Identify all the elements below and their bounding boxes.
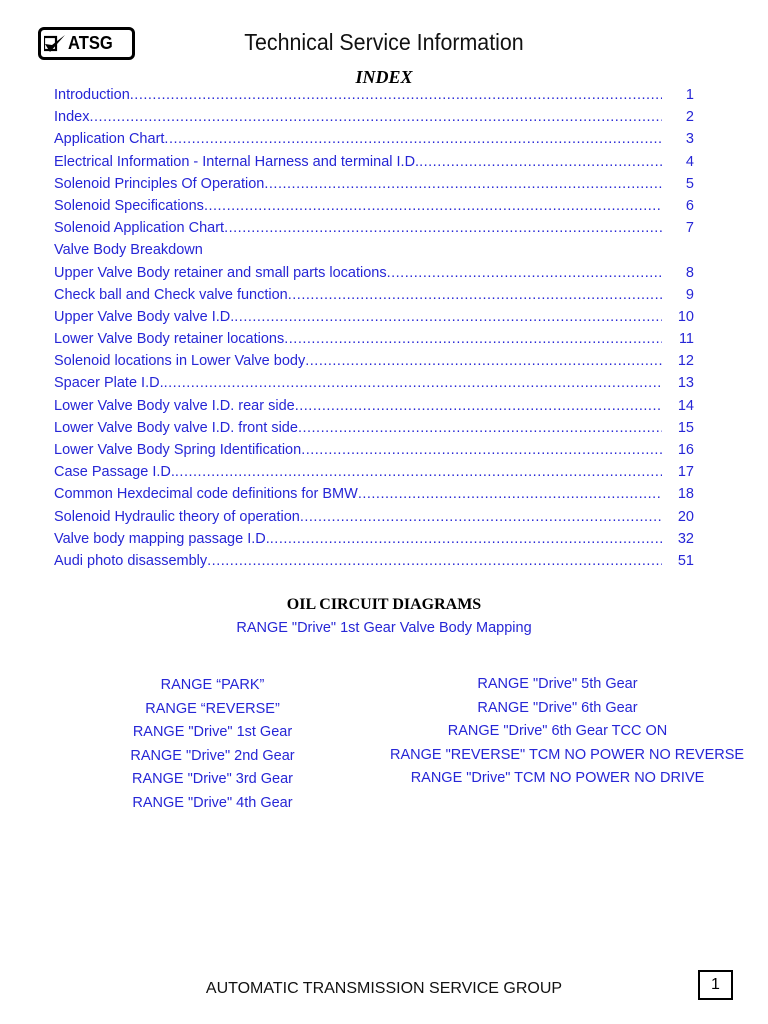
toc-leader-dots (264, 176, 662, 192)
toc-row[interactable] (54, 464, 694, 486)
toc-page-number: 13 (677, 375, 694, 392)
footer-text: AUTOMATIC TRANSMISSION SERVICE GROUP (205, 980, 563, 997)
toc-page-number: 9 (685, 286, 694, 303)
toc-leader-dots (305, 353, 662, 369)
toc-page-number: 10 (677, 308, 694, 325)
toc-leader-dots (224, 220, 662, 236)
toc-label[interactable]: Lower Valve Body retainer locations (54, 331, 285, 348)
toc-row[interactable] (54, 420, 694, 442)
toc-page-number: 12 (677, 353, 694, 370)
toc-page-number: 15 (677, 419, 694, 436)
toc-label[interactable]: Lower Valve Body Spring Identification (54, 442, 302, 458)
toc-leader-dots (298, 420, 662, 436)
toc-leader-dots (164, 375, 662, 391)
toc-label[interactable]: Case Passage I.D. (54, 464, 175, 481)
toc-leader-dots (89, 109, 662, 125)
toc-label[interactable]: Lower Valve Body valve I.D. rear side (54, 397, 295, 414)
toc-page-number: 51 (677, 552, 694, 569)
toc-label[interactable]: Solenoid locations in Lower Valve body (54, 353, 306, 370)
toc-leader-dots (234, 309, 662, 325)
toc-label[interactable]: Application Chart (54, 131, 165, 148)
toc-page-number: 20 (677, 508, 694, 525)
diagram-link[interactable]: RANGE "Drive" 6th Gear (477, 699, 638, 716)
diagram-link[interactable]: RANGE "Drive" 2nd Gear (130, 747, 295, 764)
logo-text: ATSG (68, 33, 113, 53)
toc-label[interactable]: Solenoid Specifications (54, 197, 204, 214)
toc-row[interactable] (54, 509, 694, 531)
diagram-link[interactable]: RANGE "Drive" 5th Gear (477, 676, 638, 692)
toc-label[interactable]: Lower Valve Body valve I.D. front side (54, 419, 298, 436)
toc-page-number: 18 (677, 486, 694, 503)
diagram-list-left (100, 674, 325, 815)
diagram-link[interactable]: RANGE "Drive" 3rd Gear (132, 771, 293, 787)
table-of-contents (54, 87, 694, 575)
toc-row[interactable] (54, 198, 694, 220)
toc-leader-dots (419, 154, 662, 170)
diagram-link[interactable]: RANGE “REVERSE” (145, 700, 280, 717)
toc-leader-dots (207, 553, 662, 569)
toc-leader-dots (130, 87, 662, 103)
toc-label[interactable]: Spacer Plate I.D. (54, 375, 164, 392)
toc-label[interactable]: Electrical Information - Internal Harness and terminal I.D. (54, 153, 420, 170)
toc-page-number: 2 (685, 109, 694, 126)
toc-row[interactable] (54, 531, 694, 553)
toc-leader-dots (288, 287, 662, 303)
toc-label[interactable]: Solenoid Principles Of Operation (54, 175, 265, 192)
toc-page-number: 7 (685, 220, 694, 237)
toc-page-number: 1 (685, 87, 694, 103)
toc-row[interactable] (54, 553, 694, 575)
toc-row[interactable] (54, 287, 694, 309)
toc-leader-dots (387, 265, 662, 281)
toc-leader-dots (301, 442, 662, 458)
toc-page-number: 14 (677, 397, 694, 414)
toc-leader-dots (300, 509, 662, 525)
toc-leader-dots (270, 531, 662, 547)
diagram-link[interactable]: RANGE “PARK” (160, 677, 265, 693)
page-title: Technical Service Information (244, 29, 524, 55)
toc-page-number: 16 (677, 442, 694, 458)
toc-row[interactable] (54, 353, 694, 375)
toc-leader-dots (175, 464, 662, 480)
toc-leader-dots (164, 131, 662, 147)
toc-leader-dots (295, 398, 662, 414)
toc-page-number: 17 (677, 464, 694, 481)
toc-label[interactable]: Common Hexdecimal code definitions for BMW (54, 486, 358, 503)
toc-label[interactable]: Upper Valve Body valve I.D. (54, 308, 235, 325)
toc-row[interactable] (54, 131, 694, 153)
page-number: 1 (698, 970, 733, 1000)
toc-page-number: 11 (678, 331, 694, 348)
toc-row[interactable] (54, 331, 694, 353)
toc-label[interactable]: Audi photo disassembly (54, 552, 208, 569)
index-heading: INDEX (355, 67, 413, 87)
toc-page-number: 3 (685, 131, 694, 148)
toc-row[interactable] (54, 176, 694, 198)
oil-circuit-heading: OIL CIRCUIT DIAGRAMS (286, 596, 482, 613)
diagram-link[interactable]: RANGE "Drive" 1st Gear (132, 724, 293, 740)
toc-label[interactable]: Check ball and Check valve function (54, 286, 288, 303)
toc-row[interactable] (54, 109, 694, 131)
oil-circuit-subheading[interactable]: RANGE "Drive" 1st Gear Valve Body Mapping (236, 620, 532, 636)
toc-label[interactable]: Upper Valve Body retainer and small parts locations (54, 264, 387, 281)
toc-row[interactable] (54, 154, 694, 176)
toc-row[interactable] (54, 398, 694, 420)
toc-page-number: 8 (685, 264, 694, 281)
toc-leader-dots (284, 331, 662, 347)
diagram-link[interactable]: RANGE "REVERSE" TCM NO POWER NO REVERSE (390, 746, 745, 763)
toc-leader-dots (204, 198, 662, 214)
toc-row[interactable] (54, 265, 694, 287)
toc-label[interactable]: Solenoid Hydraulic theory of operation (54, 508, 300, 525)
diagram-list-right (390, 673, 745, 791)
diagram-link[interactable]: RANGE "Drive" 4th Gear (132, 794, 293, 811)
diagram-link[interactable]: RANGE "Drive" TCM NO POWER NO DRIVE (410, 770, 705, 786)
toc-row[interactable] (54, 87, 694, 109)
toc-row[interactable] (54, 220, 694, 242)
toc-label[interactable]: Introduction (54, 87, 130, 103)
toc-leader-dots (358, 486, 662, 502)
toc-page-number: 4 (685, 153, 694, 170)
toc-label[interactable]: Index (54, 109, 90, 126)
toc-row[interactable] (54, 442, 694, 464)
toc-label[interactable]: Valve body mapping passage I.D. (54, 530, 270, 547)
toc-page-number: 6 (685, 197, 694, 214)
toc-row[interactable] (54, 242, 694, 264)
toc-row[interactable] (54, 375, 694, 397)
toc-page-number: 32 (677, 530, 694, 547)
toc-label[interactable]: Solenoid Application Chart (54, 220, 225, 237)
diagram-link[interactable]: RANGE "Drive" 6th Gear TCC ON (447, 723, 668, 739)
toc-row[interactable] (54, 309, 694, 331)
toc-label[interactable]: Valve Body Breakdown (54, 242, 203, 259)
toc-page-number: 5 (685, 175, 694, 192)
toc-row[interactable] (54, 486, 694, 508)
